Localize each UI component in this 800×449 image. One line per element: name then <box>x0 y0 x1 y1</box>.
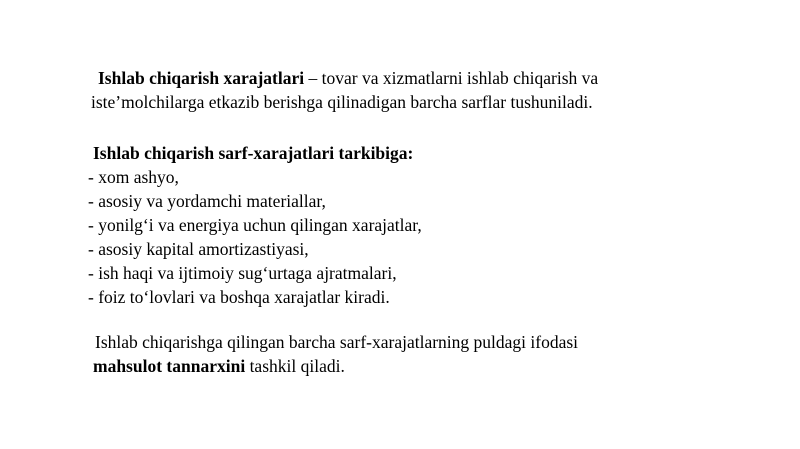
list-item: - yonilg‘i va energiya uchun qilingan xarajatlar, <box>88 215 422 235</box>
composition-heading-text: Ishlab chiqarish sarf-xarajatlari tarkibiga: <box>93 143 414 163</box>
list-item: - foiz to‘lovlari va boshqa xarajatlar kiradi. <box>88 287 390 307</box>
composition-heading <box>93 141 413 165</box>
list-item: - xom ashyo, <box>88 167 179 187</box>
conclusion-paragraph <box>93 330 578 378</box>
conclusion-text-rest: tashkil qiladi. <box>245 356 345 376</box>
list-item: - ish haqi va ijtimoiy sug‘urtaga ajratmalari, <box>88 263 397 283</box>
conclusion-line-1: Ishlab chiqarishga qilingan barcha sarf-xarajatlarning puldagi ifodasi <box>95 332 579 352</box>
definition-line-2: iste’molchilarga etkazib berishga qilinadigan barcha sarflar tushuniladi. <box>91 92 593 112</box>
definition-text-rest: – tovar va xizmatlarni ishlab chiqarish va <box>304 68 599 88</box>
list-item: - asosiy kapital amortizastiyasi, <box>88 239 309 259</box>
definition-paragraph <box>93 66 598 114</box>
composition-list <box>88 165 422 309</box>
list-item: - asosiy va yordamchi materiallar, <box>88 191 326 211</box>
definition-line-1 <box>93 66 598 90</box>
conclusion-line-2 <box>93 354 578 378</box>
definition-term: Ishlab chiqarish xarajatlari <box>98 68 305 88</box>
conclusion-term: mahsulot tannarxini <box>93 356 246 376</box>
